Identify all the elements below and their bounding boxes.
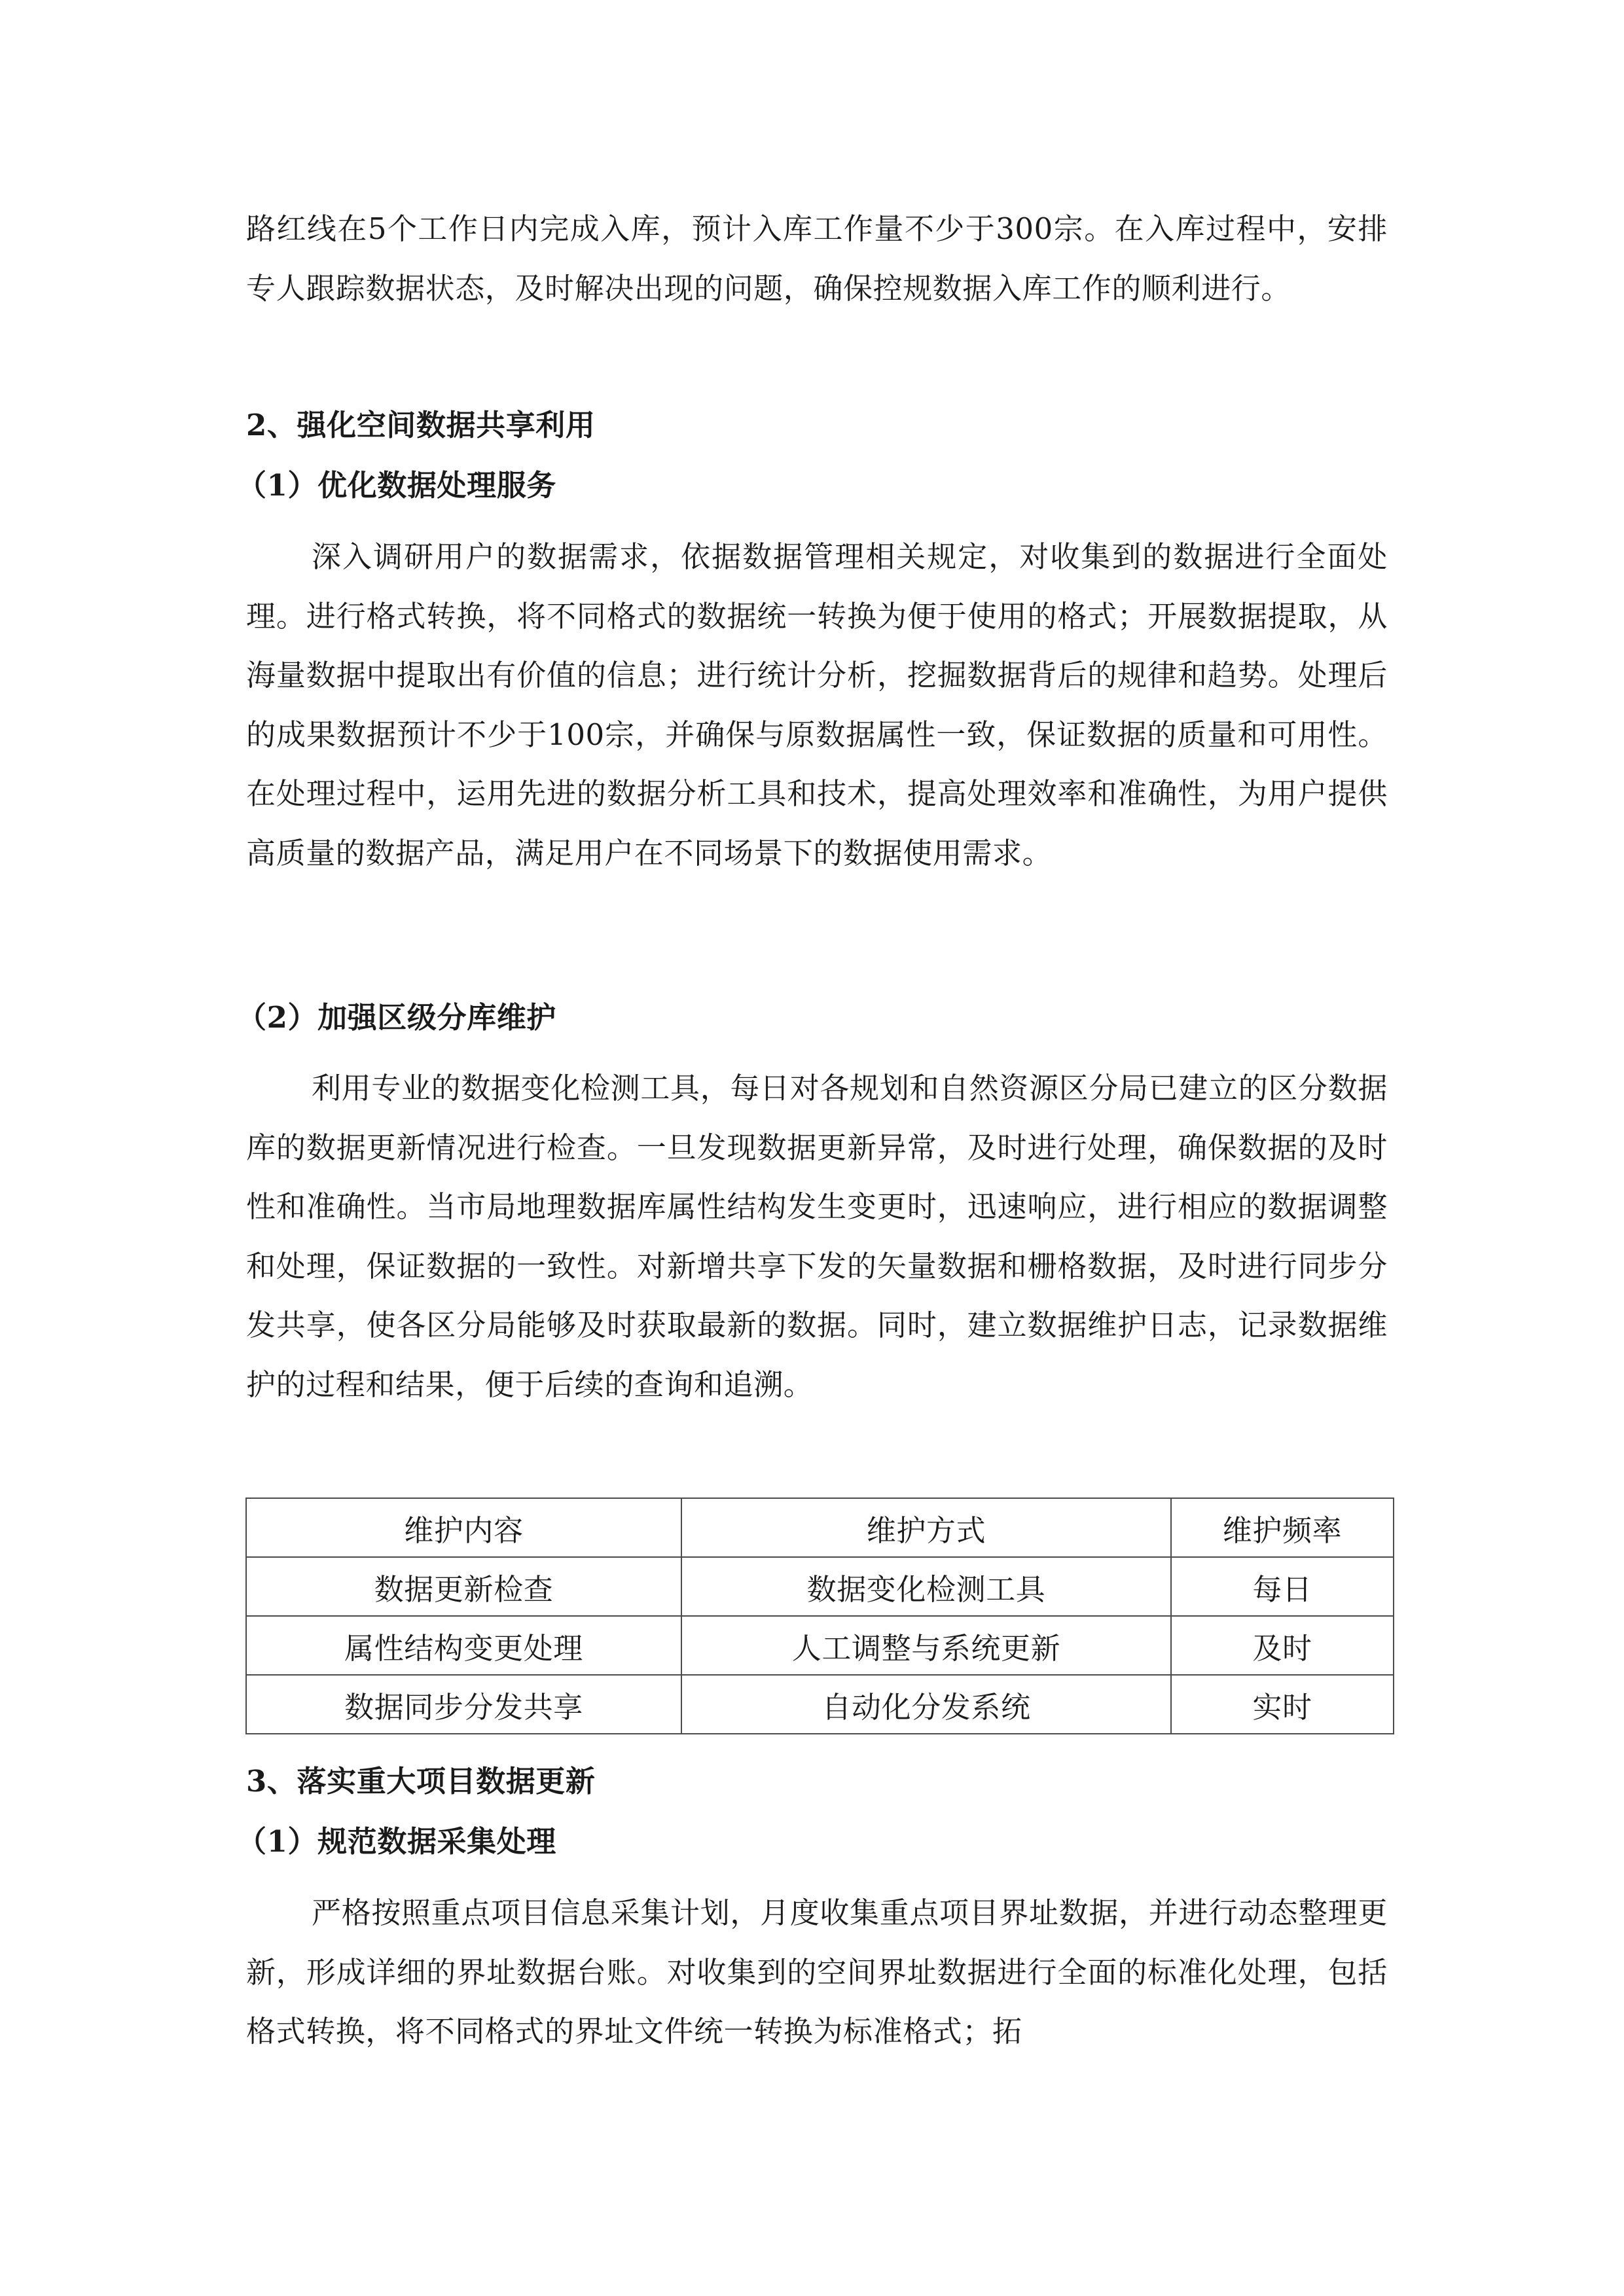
table-cell: 属性结构变更处理 [246,1616,681,1675]
table-header-cell: 维护频率 [1171,1498,1394,1557]
table-cell: 及时 [1171,1616,1394,1675]
table-header-cell: 维护内容 [246,1498,681,1557]
table-header-cell: 维护方式 [681,1498,1171,1557]
section-3-1-heading: （1）规范数据采集处理 [237,1824,556,1859]
section-2-1-body: 深入调研用户的数据需求，依据数据管理相关规定，对收集到的数据进行全面处理。进行格式转换，将不同格式的数据统一转换为便于使用的格式；开展数据提取，从海量数据中提取出有价值的信息；进行统计分析，挖掘数据背后的规律和趋势。处理后的成果数据预计不少于100宗，并确保与原数据属性一致，保证数据的质量和可用性。在处理过程中，运用先进的数据分析工具和技术，提高处理效率和准确性，为用户提供高质量的数据产品，满足用户在不同场景下的数据使用需求。 [246,539,1388,870]
table-row [246,1675,1394,1734]
table-cell: 人工调整与系统更新 [681,1616,1171,1675]
table-header-row [246,1498,1394,1557]
maintenance-table [245,1498,1394,1734]
table-cell: 数据变化检测工具 [681,1557,1171,1616]
section-2-2-body: 利用专业的数据变化检测工具，每日对各规划和自然资源区分局已建立的区分数据库的数据更新情况进行检查。一旦发现数据更新异常，及时进行处理，确保数据的及时性和准确性。当市局地理数据库属性结构发生变更时，迅速响应，进行相应的数据调整和处理，保证数据的一致性。对新增共享下发的矢量数据和栅格数据，及时进行同步分发共享，使各区分局能够及时获取最新的数据。同时，建立数据维护日志，记录数据维护的过程和结果，便于后续的查询和追溯。 [246,1071,1388,1402]
table-cell: 每日 [1171,1557,1394,1616]
table-cell: 数据同步分发共享 [246,1675,681,1734]
table-row [246,1616,1394,1675]
table-cell: 自动化分发系统 [681,1675,1171,1734]
section-3-heading: 3、落实重大项目数据更新 [246,1764,596,1799]
section-2-2-heading: （2）加强区级分库维护 [237,1000,556,1035]
table-cell: 实时 [1171,1675,1394,1734]
table-row [246,1557,1394,1616]
section-2-1-heading: （1）优化数据处理服务 [237,468,556,503]
intro-paragraph: 路红线在5个工作日内完成入库，预计入库工作量不少于300宗。在入库过程中，安排专人跟踪数据状态，及时解决出现的问题，确保控规数据入库工作的顺利进行。 [246,211,1388,306]
section-3-1-body: 严格按照重点项目信息采集计划，月度收集重点项目界址数据，并进行动态整理更新，形成详细的界址数据台账。对收集到的空间界址数据进行全面的标准化处理，包括格式转换，将不同格式的界址文件统一转换为标准格式；拓 [246,1895,1388,2049]
table-cell: 数据更新检查 [246,1557,681,1616]
section-2-heading: 2、强化空间数据共享利用 [246,408,596,442]
